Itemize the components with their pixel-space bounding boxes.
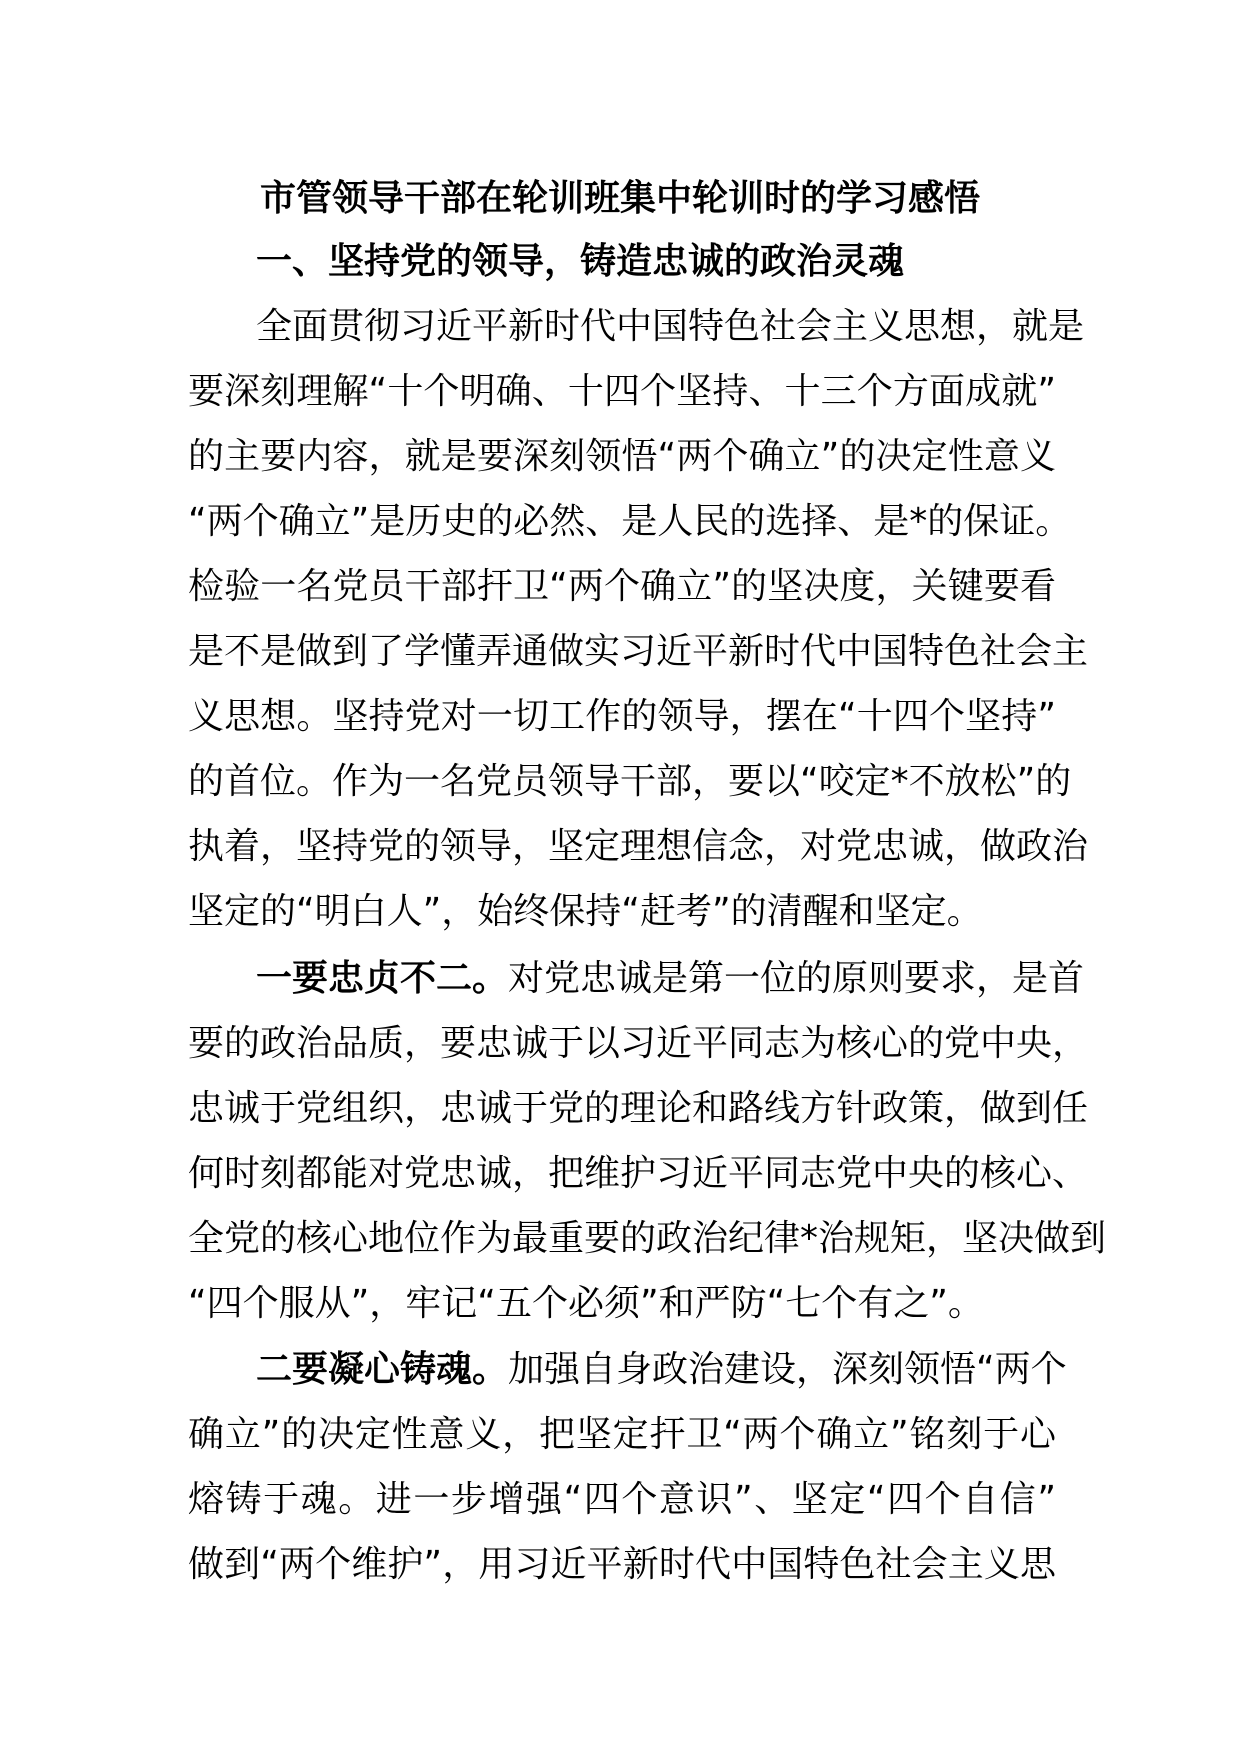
paragraph-line: 全党的核心地位作为最重要的政治纪律*治规矩，坚决做到	[188, 1218, 1107, 1259]
paragraph-line: “两个确立”是历史的必然、是人民的选择、是*的保证。	[188, 501, 1072, 542]
paragraph-line: “四个服从”，牢记“五个必须”和严防“七个有之”。	[188, 1283, 984, 1324]
paragraph-line: 何时刻都能对党忠诚，把维护习近平同志党中央的核心、	[188, 1153, 1089, 1194]
paragraph-line: 要的政治品质，要忠诚于以习近平同志为核心的党中央，	[188, 1023, 1089, 1064]
paragraph-first-line	[188, 1337, 1067, 1402]
paragraph-line: 义思想。坚持党对一切工作的领导，摆在“十四个坚持”	[188, 696, 1056, 737]
paragraph-line: 的首位。作为一名党员领导干部，要以“咬定*不放松”的	[188, 761, 1072, 802]
paragraph-first-line	[188, 946, 1085, 1011]
paragraph-first-line-text: 加强自身政治建设，深刻领悟“两个	[508, 1349, 1067, 1390]
paragraph-lead-phrase: 一要忠贞不二。	[256, 958, 509, 999]
paragraph-line: 做到“两个维护”，用习近平新时代中国特色社会主义思	[188, 1544, 1056, 1585]
paragraph-line: 忠诚于党组织，忠诚于党的理论和路线方针政策，做到任	[188, 1088, 1089, 1129]
paragraph-line: 要深刻理解“十个明确、十四个坚持、十三个方面成就”	[188, 371, 1056, 412]
paragraph-soul	[188, 1337, 1067, 1597]
paragraph-line: 执着，坚持党的领导，坚定理想信念，对党忠诚，做政治	[188, 826, 1089, 867]
paragraph-loyalty	[188, 946, 1107, 1336]
paragraph-line: 的主要内容，就是要深刻领悟“两个确立”的决定性意义	[188, 436, 1056, 477]
section-heading: 一、坚持党的领导，铸造忠诚的政治灵魂	[256, 241, 905, 282]
paragraph-first-line-text: 对党忠诚是第一位的原则要求，是首	[508, 958, 1085, 999]
paragraph-line: 检验一名党员干部扞卫“两个确立”的坚决度，关键要看	[188, 566, 1056, 607]
paragraph-line: 是不是做到了学懂弄通做实习近平新时代中国特色社会主	[188, 631, 1089, 672]
paragraph-line: 确立”的决定性意义，把坚定扞卫“两个确立”铭刻于心	[188, 1414, 1056, 1455]
paragraph-line: 熔铸于魂。进一步增强“四个意识”、坚定“四个自信”	[188, 1479, 1056, 1520]
paragraph-intro	[188, 294, 1089, 944]
document-title: 市管领导干部在轮训班集中轮训时的学习感悟	[259, 178, 980, 219]
paragraph-line: 全面贯彻习近平新时代中国特色社会主义思想，就是	[256, 306, 1085, 347]
paragraph-line: 坚定的“明白人”，始终保持“赶考”的清醒和坚定。	[188, 891, 983, 932]
paragraph-lead-phrase: 二要凝心铸魂。	[256, 1349, 509, 1390]
